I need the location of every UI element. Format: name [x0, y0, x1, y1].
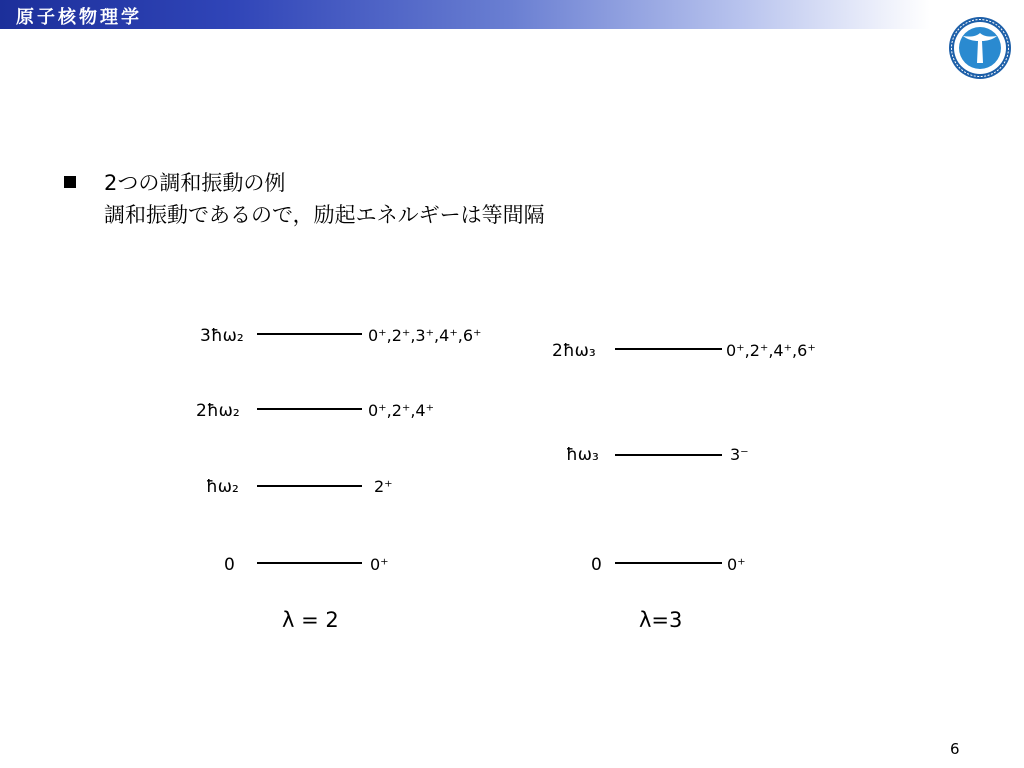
left-level-3-energy: 3ħω₂: [200, 326, 244, 346]
left-level-1-states: 2⁺: [374, 477, 393, 496]
bullet-line-1: 2つの調和振動の例: [104, 171, 286, 195]
right-level-1-states: 3⁻: [730, 445, 749, 464]
right-level-0-energy: 0: [591, 555, 602, 575]
header-title: 原子核物理学: [16, 7, 142, 28]
right-level-diagram: [552, 341, 816, 632]
left-level-3-states: 0⁺,2⁺,3⁺,4⁺,6⁺: [368, 326, 482, 345]
right-caption: λ=3: [639, 608, 683, 632]
left-level-1-energy: ħω₂: [206, 477, 239, 497]
left-level-0-states: 0⁺: [370, 555, 389, 574]
left-level-2-energy: 2ħω₂: [196, 401, 240, 421]
bullet-line-2: 調和振動であるので，励起エネルギーは等間隔: [104, 203, 545, 227]
right-level-0-states: 0⁺: [727, 555, 746, 574]
left-level-0-energy: 0: [224, 555, 235, 575]
right-level-2-energy: 2ħω₃: [552, 341, 596, 361]
left-caption: λ = 2: [282, 608, 339, 632]
page-number: 6: [950, 740, 960, 758]
left-level-2-states: 0⁺,2⁺,4⁺: [368, 401, 435, 420]
left-level-diagram: [196, 326, 481, 632]
right-level-1-energy: ħω₃: [566, 445, 599, 465]
right-level-2-states: 0⁺,2⁺,4⁺,6⁺: [726, 341, 816, 360]
